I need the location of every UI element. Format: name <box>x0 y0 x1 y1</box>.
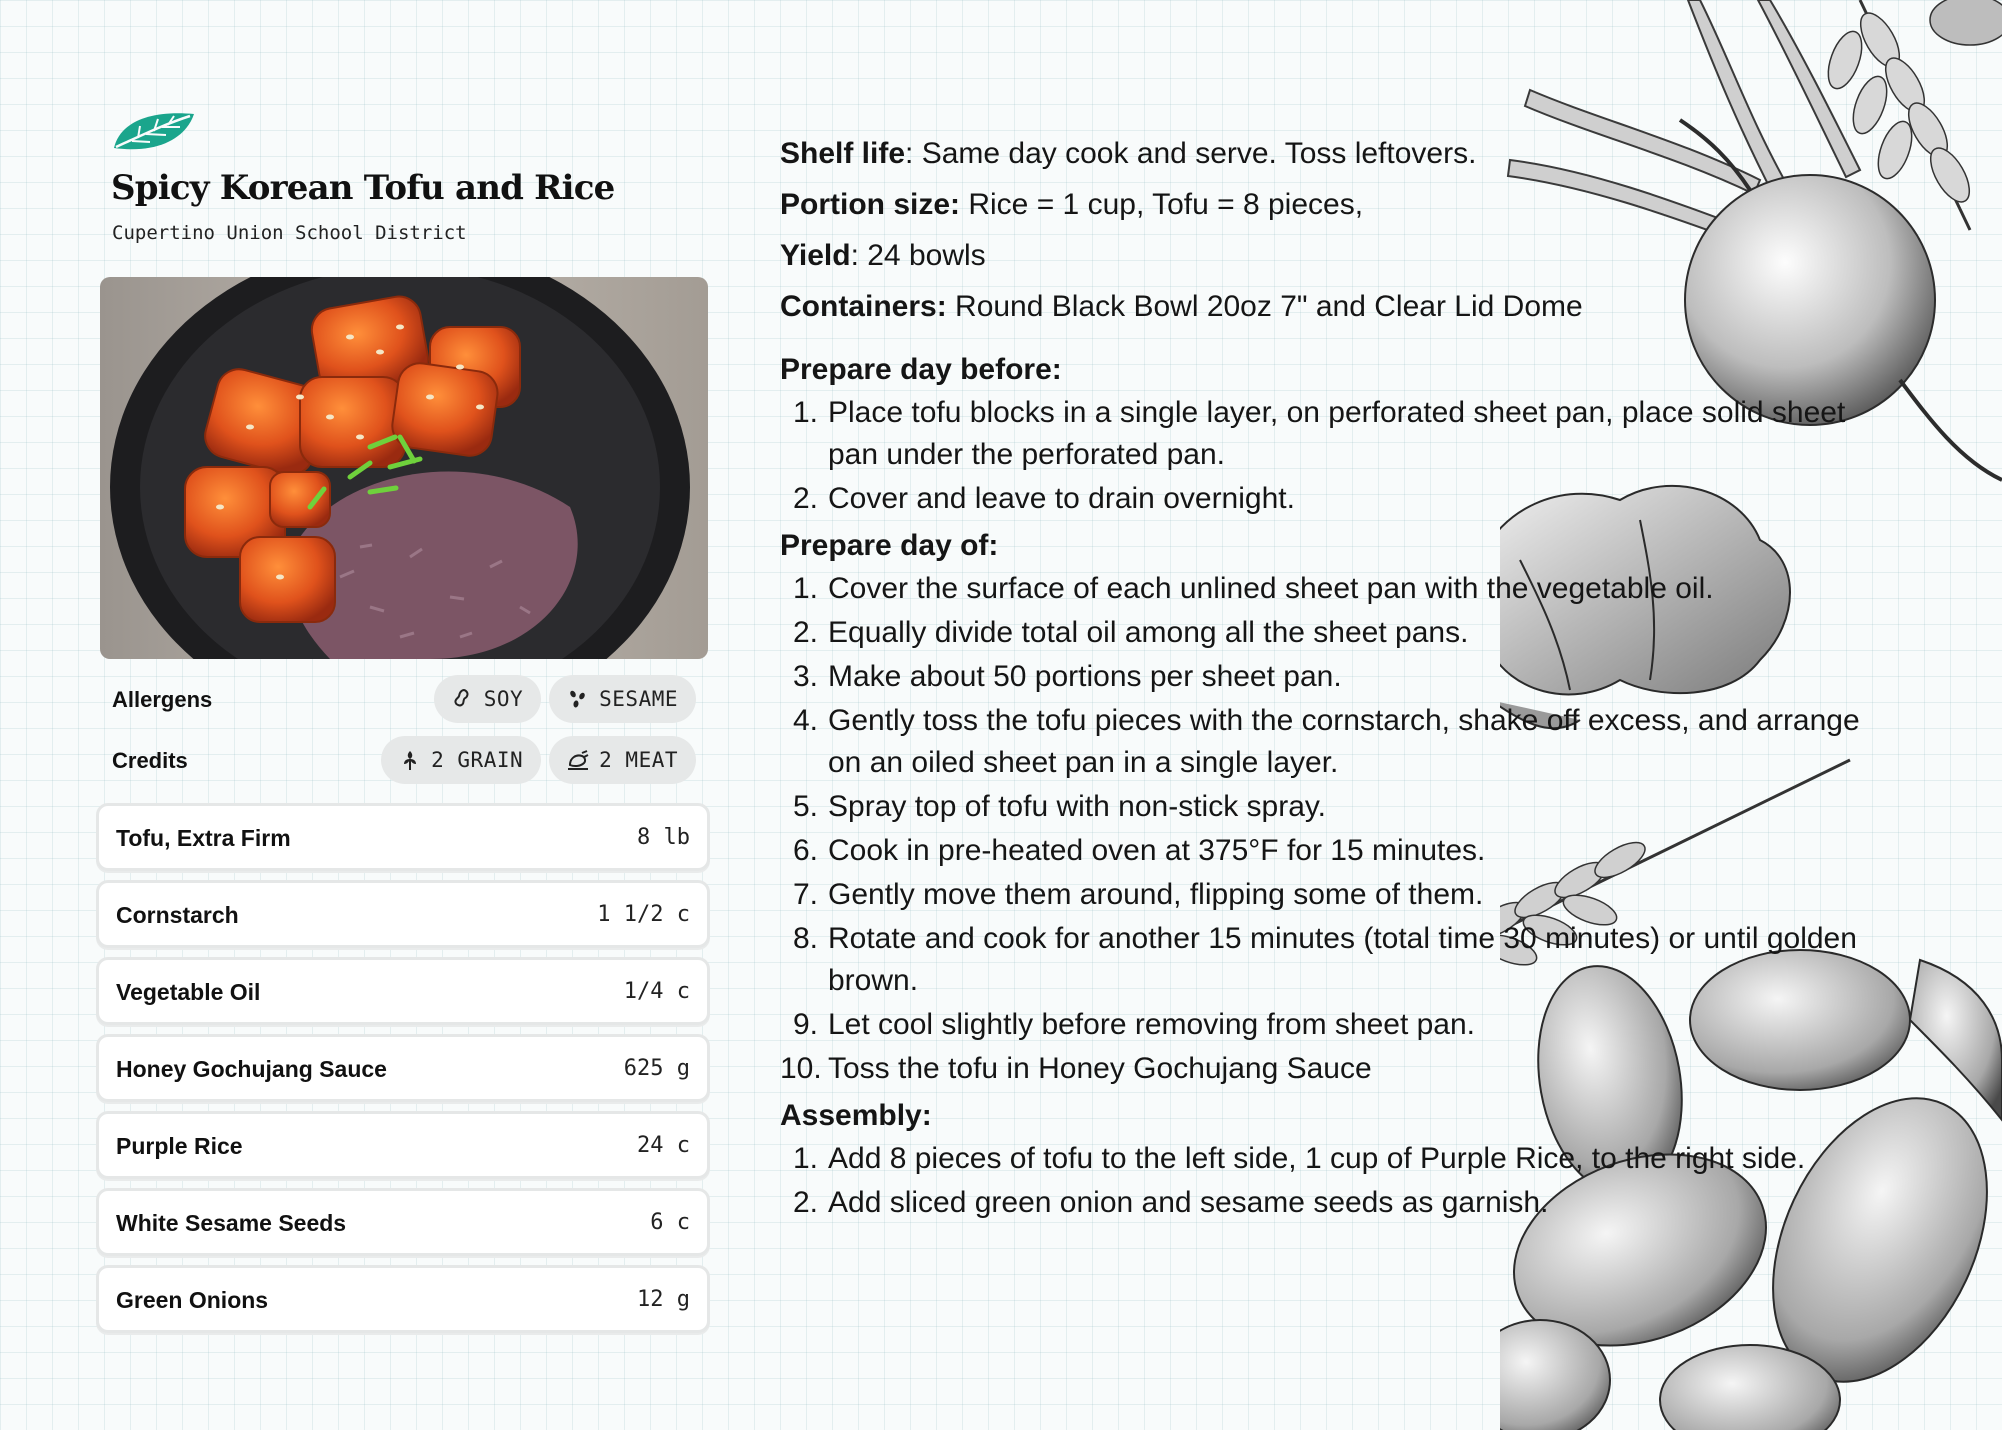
recipe-title: Spicy Korean Tofu and Rice <box>111 168 615 208</box>
step-text: Gently move them around, flipping some of them. <box>828 878 1484 911</box>
yield-label: Yield <box>780 239 851 272</box>
prepare-day-of-list <box>780 568 1860 1090</box>
ingredient-row <box>96 957 710 1025</box>
step-number: 6. <box>792 834 818 867</box>
peanut-icon <box>452 688 474 710</box>
ingredient-quantity: 24 c <box>637 1133 690 1158</box>
step-item <box>780 786 1860 828</box>
ingredient-row <box>96 1034 710 1102</box>
containers-value: Round Black Bowl 20oz 7" and Clear Lid Dome <box>946 290 1583 323</box>
step-number: 10. <box>780 1052 822 1085</box>
step-number: 2. <box>792 616 818 649</box>
step-number: 2. <box>792 1186 818 1219</box>
ingredient-quantity: 1/4 c <box>623 979 690 1004</box>
meat-icon <box>567 749 589 771</box>
step-text: Gently toss the tofu pieces with the cornstarch, shake off excess, and arrange on an oiled sheet pan in a single layer. <box>828 704 1860 779</box>
step-text: Equally divide total oil among all the sheet pans. <box>828 616 1469 649</box>
containers-label: Containers: <box>780 290 947 323</box>
assembly-heading: Assembly: <box>780 1099 932 1132</box>
step-text: Rotate and cook for another 15 minutes (total time 30 minutes) or until golden brown. <box>828 922 1857 997</box>
ingredient-row <box>96 1188 710 1256</box>
step-text: Cover and leave to drain overnight. <box>828 482 1295 515</box>
credits-row <box>100 736 708 786</box>
step-item <box>780 1004 1860 1046</box>
step-item <box>780 1138 1860 1180</box>
step-number: 3. <box>792 660 818 693</box>
ingredient-name: Cornstarch <box>116 902 239 928</box>
ingredient-row <box>96 803 710 871</box>
ingredient-name: Honey Gochujang Sauce <box>116 1056 387 1082</box>
ingredient-name: Tofu, Extra Firm <box>116 825 291 851</box>
portion-size-line <box>780 179 1860 230</box>
ingredient-name: Green Onions <box>116 1287 269 1313</box>
step-text: Spray top of tofu with non-stick spray. <box>828 790 1327 823</box>
step-number: 4. <box>792 704 818 737</box>
step-text: Place tofu blocks in a single layer, on perforated sheet pan, place solid sheet pan under the perforated pan. <box>828 396 1846 471</box>
ingredient-quantity: 1 1/2 c <box>597 902 690 927</box>
step-item <box>780 392 1860 476</box>
shelf-life-label: Shelf life <box>780 137 906 170</box>
shelf-life-value: : Same day cook and serve. Toss leftovers. <box>905 137 1477 170</box>
seeds-icon <box>567 688 589 710</box>
ingredient-name: Vegetable Oil <box>116 979 261 1005</box>
step-text: Make about 50 portions per sheet pan. <box>828 660 1342 693</box>
allergen-chip-soy <box>434 675 541 723</box>
prepare-day-before-list <box>780 392 1860 520</box>
step-item <box>780 656 1860 698</box>
step-text: Cook in pre-heated oven at 375°F for 15 minutes. <box>828 834 1486 867</box>
shelf-life-line <box>780 128 1860 179</box>
ingredient-quantity: 12 g <box>637 1287 690 1312</box>
step-text: Add 8 pieces of tofu to the left side, 1 cup of Purple Rice, to the right side. <box>828 1142 1806 1175</box>
district-name: Cupertino Union School District <box>112 222 467 244</box>
portion-size-value: Rice = 1 cup, Tofu = 8 pieces, <box>960 188 1364 221</box>
ingredient-row <box>96 880 710 948</box>
step-item <box>780 612 1860 654</box>
allergen-chip-label: SESAME <box>599 687 678 711</box>
ingredient-row <box>96 1265 710 1333</box>
credits-label: Credits <box>112 748 188 773</box>
step-item <box>780 478 1860 520</box>
step-item <box>780 918 1860 1002</box>
ingredient-quantity: 6 c <box>650 1210 690 1235</box>
portion-size-label: Portion size: <box>780 188 961 221</box>
step-item <box>780 568 1860 610</box>
credit-chip-grain <box>381 736 541 784</box>
allergens-label: Allergens <box>112 687 213 712</box>
step-number: 7. <box>792 878 818 911</box>
step-item <box>780 1048 1860 1090</box>
step-text: Let cool slightly before removing from sheet pan. <box>828 1008 1476 1041</box>
allergen-chip-label: SOY <box>483 687 524 711</box>
yield-value: : 24 bowls <box>850 239 986 272</box>
step-number: 1. <box>792 396 818 429</box>
prepare-day-before-heading: Prepare day before: <box>780 353 1062 386</box>
ingredient-name: White Sesame Seeds <box>116 1210 347 1236</box>
containers-line <box>780 281 1860 332</box>
allergens-row <box>100 675 708 725</box>
step-text: Add sliced green onion and sesame seeds as garnish. <box>828 1186 1549 1219</box>
step-number: 1. <box>792 1142 818 1175</box>
step-item <box>780 700 1860 784</box>
recipe-instructions <box>780 128 1860 1226</box>
leaf-logo-icon <box>110 108 196 154</box>
credit-chip-label: 2 MEAT <box>599 748 678 772</box>
ingredient-row <box>96 1111 710 1179</box>
yield-line <box>780 230 1860 281</box>
step-text: Cover the surface of each unlined sheet pan with the vegetable oil. <box>828 572 1714 605</box>
prepare-day-of-heading: Prepare day of: <box>780 529 999 562</box>
step-item <box>780 830 1860 872</box>
step-item <box>780 1182 1860 1224</box>
credit-chip-meat <box>549 736 696 784</box>
step-number: 8. <box>792 922 818 955</box>
allergen-chip-sesame <box>549 675 696 723</box>
step-number: 2. <box>792 482 818 515</box>
step-number: 1. <box>792 572 818 605</box>
step-text: Toss the tofu in Honey Gochujang Sauce <box>828 1052 1372 1085</box>
step-number: 9. <box>792 1008 818 1041</box>
step-item <box>780 874 1860 916</box>
step-number: 5. <box>792 790 818 823</box>
assembly-list <box>780 1138 1860 1224</box>
grain-icon <box>399 749 421 771</box>
ingredient-name: Purple Rice <box>116 1133 243 1159</box>
recipe-photo <box>100 277 708 659</box>
credit-chip-label: 2 GRAIN <box>431 748 524 772</box>
ingredient-quantity: 8 lb <box>637 825 690 850</box>
ingredient-quantity: 625 g <box>623 1056 690 1081</box>
